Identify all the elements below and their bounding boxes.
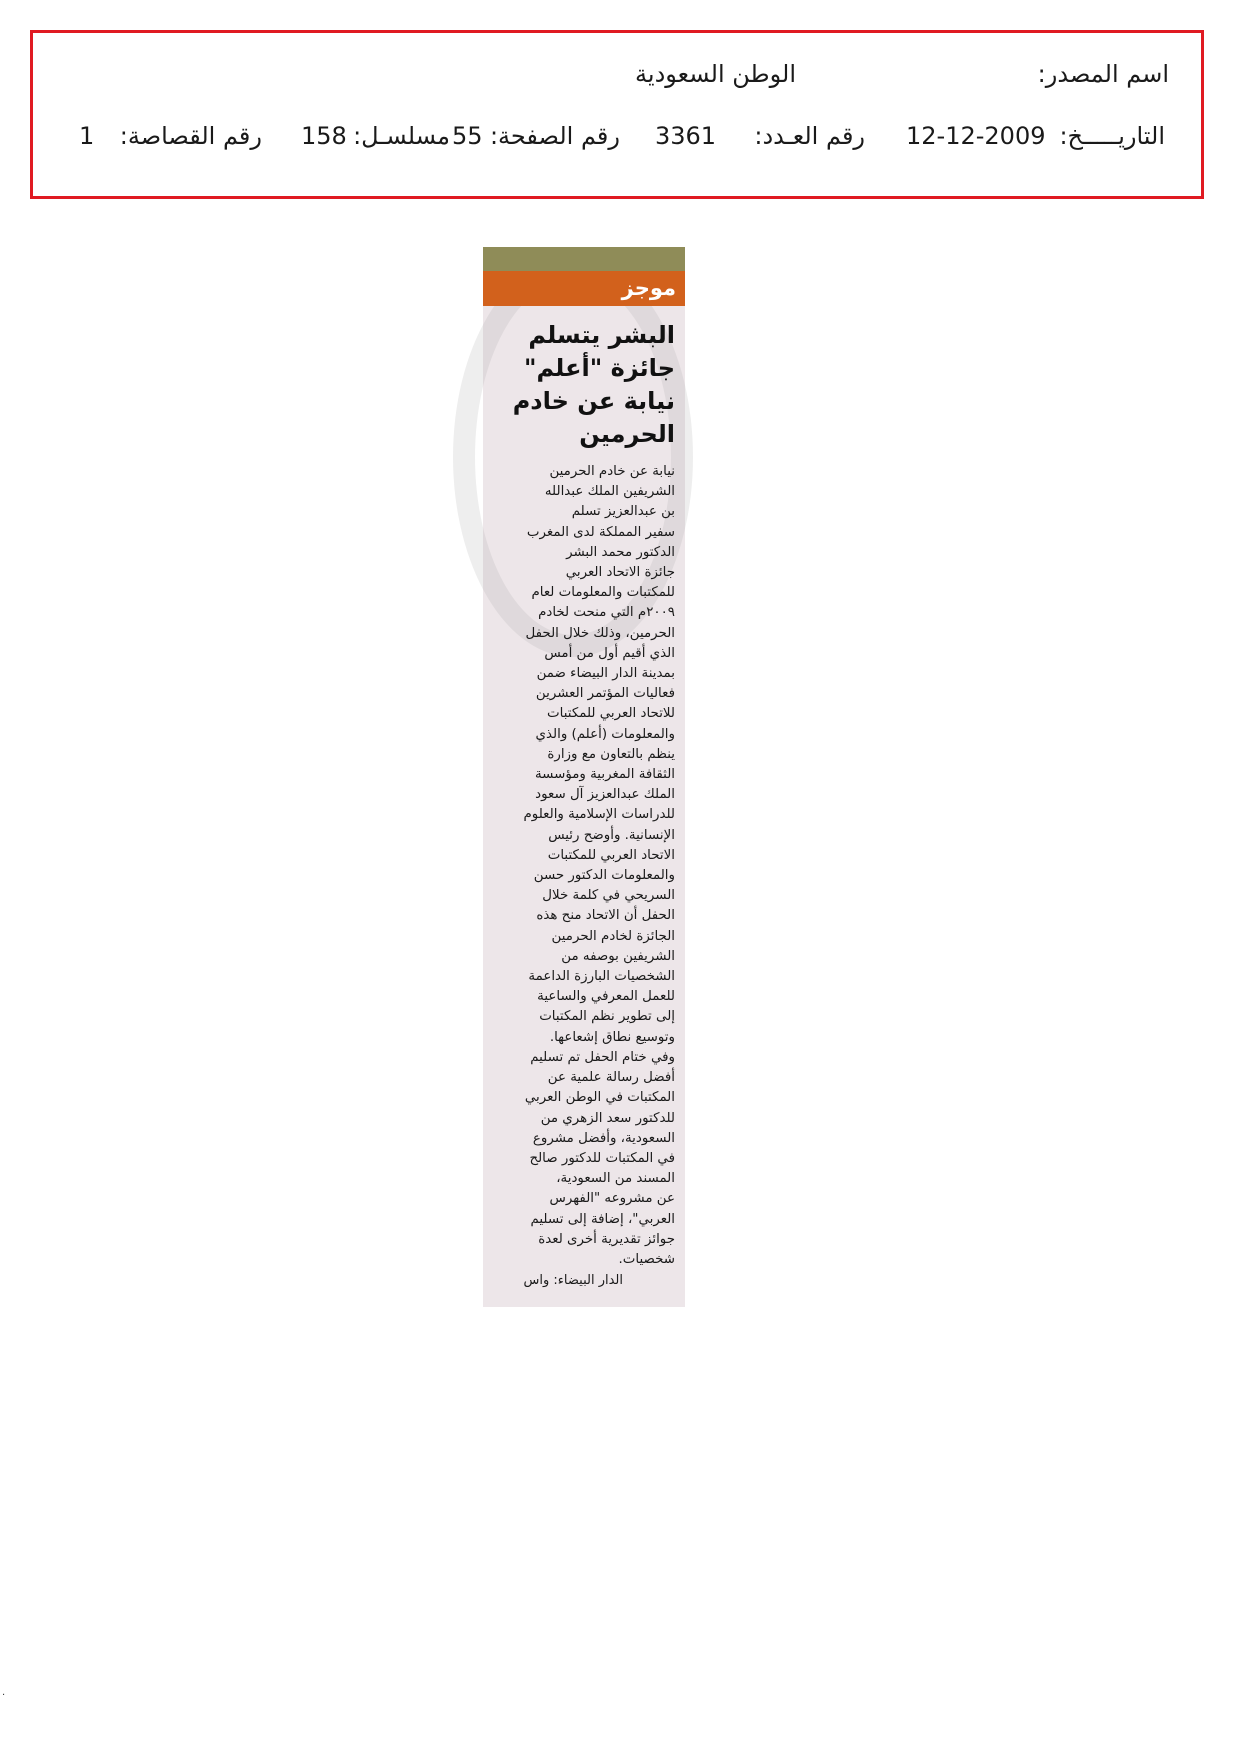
article-headline: البشر يتسلم جائزة "أعلم" نيابة عن خادم الحرمين [512, 321, 675, 448]
header-frame [30, 30, 1204, 199]
issue-value: 3361 [655, 122, 717, 150]
issue-label: رقم العـدد: [754, 122, 865, 150]
clipping-top-bar [483, 247, 685, 271]
page-value: 55 [452, 122, 483, 150]
source-value: الوطن السعودية [635, 60, 796, 88]
serial-label: مسلسـل: [353, 122, 450, 150]
clipping-label: رقم القصاصة: [119, 122, 262, 150]
serial-value: 158 [301, 122, 347, 150]
date-label: التاريـــــخ: [1059, 122, 1165, 150]
source-label: اسم المصدر: [1037, 60, 1169, 88]
clipping-value: 1 [79, 122, 95, 150]
category-label: موجز [483, 271, 685, 306]
page-label: رقم الصفحة: [489, 122, 620, 150]
news-clipping [483, 247, 685, 1307]
page-mark: · [2, 1690, 6, 1701]
article-byline: الدار البيضاء: واس [523, 1273, 623, 1288]
article-body: نيابة عن خادم الحرمين الشريفين الملك عبدالله بن عبدالعزيز تسلم سفير المملكة لدى المغرب الدكتور محمد البشر جائزة الاتحاد العربي للمكتبات والمعلومات لعام ٢٠٠٩م التي منحت لخادم الحرمين، وذلك خلال الحفل الذي أقيم أول من أمس بمدينة الدار البيضاء ضمن فعاليات المؤتمر العشرين للاتحاد العربي للمكتبات والمعلومات (أعلم) والذي ينظم بالتعاون مع وزارة الثقافة المغربية ومؤسسة الملك عبدالعزيز آل سعود للدراسات الإسلامية والعلوم الإنسانية. وأوضح رئيس الاتحاد العربي للمكتبات والمعلومات الدكتور حسن السريحي في كلمة خلال الحفل أن الاتحاد منح هذه الجائزة لخادم الحرمين الشريفين بوصفه من الشخصيات البارزة الداعمة للعمل المعرفي والساعية إلى تطوير نظم المكتبات وتوسيع نطاق إشعاعها. وفي ختام الحفل تم تسليم أفضل رسالة علمية عن المكتبات في الوطن العربي للدكتور سعد الزهري من السعودية، وأفضل مشروع في المكتبات للدكتور صالح المسند من السعودية، عن مشروعه "الفهرس العربي"، إضافة إلى تسليم جوائز تقديرية أخرى لعدة شخصيات. [523, 464, 675, 1267]
date-value: 12-12-2009 [906, 122, 1046, 150]
